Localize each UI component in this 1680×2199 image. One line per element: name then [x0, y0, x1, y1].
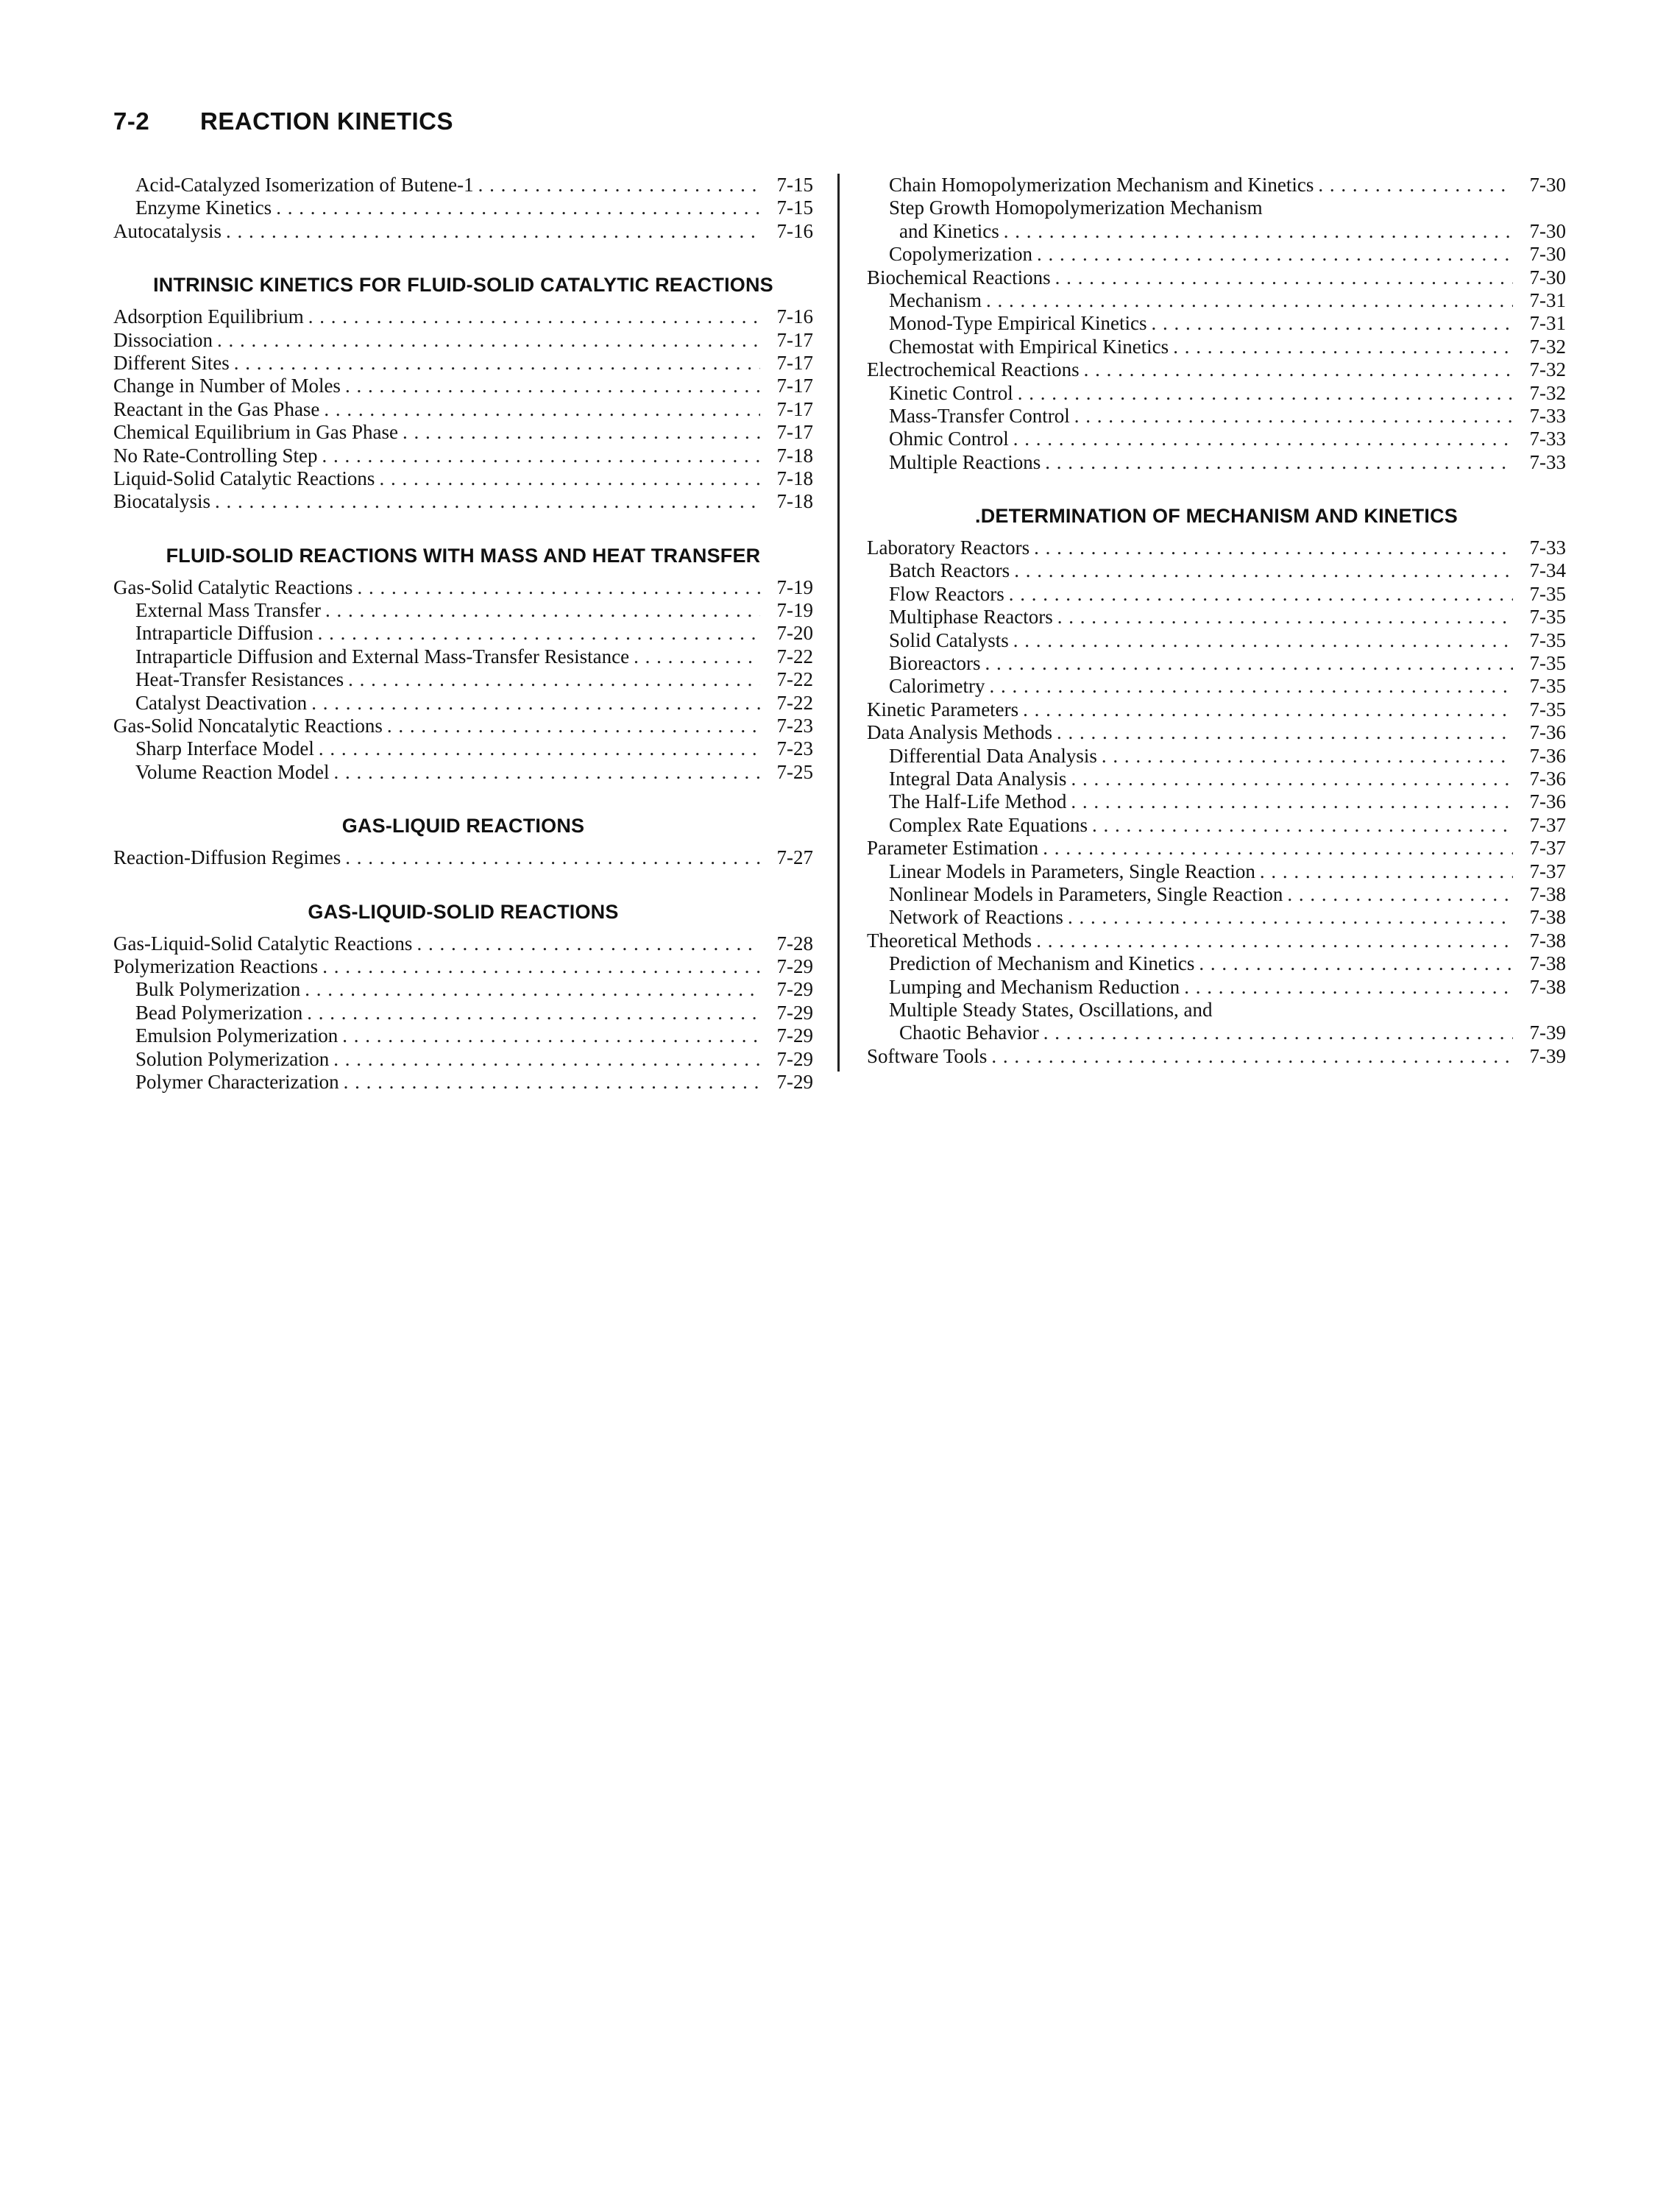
toc-entry-page: 7-36 — [1529, 767, 1566, 790]
leader-dots — [344, 1071, 760, 1094]
toc-entry-page: 7-34 — [1529, 559, 1566, 582]
toc-entry[interactable] — [867, 451, 1566, 474]
toc-entry[interactable] — [867, 929, 1566, 952]
toc-entry-page: 7-30 — [1529, 243, 1566, 266]
toc-entry[interactable] — [867, 745, 1566, 768]
leader-dots — [325, 599, 760, 622]
toc-entry-label: Dissociation — [113, 328, 213, 351]
toc-entry-label: Monod-Type Empirical Kinetics — [889, 312, 1147, 335]
toc-entry-label: Multiple Reactions — [889, 450, 1041, 473]
leader-dots — [1071, 790, 1513, 813]
toc-entry-page: 7-36 — [1529, 744, 1566, 767]
toc-entry-page: 7-38 — [1529, 929, 1566, 952]
toc-entry[interactable] — [867, 266, 1566, 289]
toc-entry-page: 7-32 — [1529, 358, 1566, 381]
toc-entry[interactable] — [867, 976, 1566, 999]
toc-entry[interactable] — [867, 906, 1566, 929]
toc-entry[interactable] — [113, 715, 813, 737]
leader-dots — [311, 692, 760, 715]
toc-entry-label: Adsorption Equilibrium — [113, 305, 304, 328]
toc-entry-label: Linear Models in Parameters, Single Reaction — [889, 860, 1255, 882]
toc-entry[interactable] — [867, 243, 1566, 266]
leader-dots — [1055, 266, 1513, 289]
toc-entry-label: Integral Data Analysis — [889, 767, 1067, 790]
toc-entry-label: Complex Rate Equations — [889, 813, 1088, 836]
toc-entry-page: 7-22 — [776, 668, 813, 691]
toc-entry[interactable] — [867, 721, 1566, 744]
toc-entry-page: 7-19 — [776, 599, 813, 622]
toc-entry-page: 7-29 — [776, 1024, 813, 1047]
leader-dots — [1043, 1021, 1513, 1044]
toc-entry-page: 7-37 — [1529, 813, 1566, 836]
leader-dots — [1092, 814, 1513, 837]
toc-entry-label: Polymer Characterization — [135, 1070, 339, 1093]
toc-entry-label: Differential Data Analysis — [889, 744, 1097, 767]
page-number: 7-2 — [113, 107, 150, 135]
toc-entry[interactable] — [867, 428, 1566, 450]
toc-entry[interactable] — [867, 220, 1566, 243]
leader-dots — [991, 1045, 1513, 1068]
toc-entry-label: Volume Reaction Model — [135, 760, 330, 783]
toc-entry-page: 7-32 — [1529, 381, 1566, 404]
leader-dots — [1045, 451, 1513, 474]
toc-entry[interactable] — [113, 645, 813, 668]
toc-entry[interactable] — [113, 1024, 813, 1047]
section-heading: GAS-LIQUID REACTIONS — [341, 815, 585, 838]
toc-entry[interactable] — [113, 329, 813, 352]
toc-entry-page: 7-38 — [1529, 906, 1566, 929]
leader-dots — [1152, 312, 1513, 335]
toc-entry-label: No Rate-Controlling Step — [113, 444, 318, 467]
toc-entry[interactable] — [867, 768, 1566, 790]
toc-entry-page: 7-33 — [1529, 428, 1566, 450]
toc-entry-label: Kinetic Control — [889, 381, 1013, 404]
leader-dots — [1009, 583, 1513, 606]
toc-entry[interactable] — [867, 790, 1566, 813]
toc-entry-label: Data Analysis Methods — [867, 721, 1052, 744]
toc-entry-label: Multiple Steady States, Oscillations, and — [889, 998, 1213, 1021]
leader-dots — [1043, 837, 1513, 860]
toc-entry-page: 7-29 — [776, 1070, 813, 1093]
leader-dots — [1287, 883, 1513, 906]
toc-entry[interactable] — [867, 382, 1566, 405]
leader-dots — [1184, 976, 1513, 999]
toc-entry[interactable] — [867, 999, 1566, 1021]
toc-entry-page: 7-22 — [776, 645, 813, 668]
leader-dots — [1199, 952, 1513, 975]
toc-entry-label: Chemostat with Empirical Kinetics — [889, 335, 1169, 358]
toc-entry-page: 7-30 — [1529, 266, 1566, 288]
toc-entry[interactable] — [113, 932, 813, 955]
toc-entry[interactable] — [113, 599, 813, 622]
toc-entry-label: Chaotic Behavior — [899, 1021, 1039, 1044]
toc-entry-label: Bulk Polymerization — [135, 978, 301, 1001]
toc-right-column — [867, 174, 1566, 1068]
toc-entry-label: Flow Reactors — [889, 582, 1004, 605]
toc-entry-page: 7-33 — [1529, 450, 1566, 473]
toc-entry[interactable] — [867, 606, 1566, 628]
toc-entry-label: Liquid-Solid Catalytic Reactions — [113, 467, 375, 489]
leader-dots — [1084, 358, 1513, 381]
leader-dots — [322, 445, 760, 467]
leader-dots — [986, 289, 1513, 312]
toc-entry-page: 7-29 — [776, 1047, 813, 1070]
toc-entry[interactable] — [867, 312, 1566, 335]
toc-entry[interactable] — [113, 421, 813, 444]
leader-dots — [1037, 243, 1513, 266]
toc-entry[interactable] — [113, 352, 813, 375]
toc-entry[interactable] — [113, 445, 813, 467]
toc-entry-label: Bead Polymerization — [135, 1001, 303, 1024]
toc-entry[interactable] — [867, 837, 1566, 860]
toc-entry[interactable] — [113, 761, 813, 784]
leader-dots — [1260, 860, 1513, 883]
toc-entry-page: 7-16 — [776, 305, 813, 328]
toc-entry-page: 7-17 — [776, 328, 813, 351]
toc-entry-page: 7-38 — [1529, 952, 1566, 975]
toc-entry-label: Multiphase Reactors — [889, 606, 1053, 628]
toc-entry-label: Prediction of Mechanism and Kinetics — [889, 952, 1195, 975]
leader-dots — [1057, 606, 1513, 628]
toc-entry-page: 7-18 — [776, 467, 813, 489]
leader-dots — [1071, 768, 1513, 790]
toc-entry-page: 7-35 — [1529, 698, 1566, 720]
leader-dots — [319, 737, 760, 760]
toc-entry[interactable] — [867, 405, 1566, 428]
toc-entry[interactable] — [867, 537, 1566, 559]
toc-entry-label: Intraparticle Diffusion and External Mass-Transfer Resistance — [135, 645, 630, 668]
toc-entry-page: 7-27 — [776, 846, 813, 869]
toc-entry-page: 7-19 — [776, 576, 813, 598]
toc-entry-label: Lumping and Mechanism Reduction — [889, 975, 1180, 998]
toc-entry-label: Different Sites — [113, 351, 230, 374]
leader-dots — [318, 622, 760, 645]
toc-entry-label: The Half-Life Method — [889, 790, 1067, 813]
toc-entry-label: Catalyst Deactivation — [135, 691, 308, 714]
toc-entry-page: 7-35 — [1529, 606, 1566, 628]
leader-dots — [305, 978, 760, 1001]
toc-entry-page: 7-33 — [1529, 537, 1566, 559]
toc-entry-label: Ohmic Control — [889, 428, 1009, 450]
leader-dots — [985, 652, 1513, 675]
toc-entry-label: Laboratory Reactors — [867, 537, 1030, 559]
toc-entry[interactable] — [113, 1071, 813, 1094]
leader-dots — [478, 174, 760, 196]
leader-dots — [333, 761, 760, 784]
toc-entry-page: 7-38 — [1529, 975, 1566, 998]
toc-entry-label: Network of Reactions — [889, 906, 1063, 929]
leader-dots — [1102, 745, 1513, 768]
leader-dots — [1074, 405, 1513, 428]
toc-entry[interactable] — [113, 375, 813, 397]
toc-entry[interactable] — [867, 174, 1566, 196]
toc-entry-label: Gas-Solid Noncatalytic Reactions — [113, 715, 383, 737]
toc-entry-page: 7-23 — [776, 715, 813, 737]
toc-entry[interactable] — [113, 622, 813, 645]
leader-dots — [215, 490, 760, 513]
toc-entry-label: Bioreactors — [889, 652, 981, 675]
toc-entry-page: 7-35 — [1529, 675, 1566, 698]
toc-entry[interactable] — [113, 846, 813, 869]
leader-dots — [387, 715, 760, 737]
toc-entry-label: Mass-Transfer Control — [889, 404, 1070, 427]
toc-entry-page: 7-16 — [776, 219, 813, 242]
toc-entry-label: Biochemical Reactions — [867, 266, 1051, 288]
toc-entry-page: 7-18 — [776, 444, 813, 467]
leader-dots — [322, 955, 760, 978]
toc-entry-label: Chain Homopolymerization Mechanism and Kinetics — [889, 174, 1314, 196]
toc-entry[interactable] — [867, 583, 1566, 606]
leader-dots — [342, 1024, 760, 1047]
toc-entry-page: 7-25 — [776, 760, 813, 783]
toc-entry[interactable] — [867, 629, 1566, 652]
toc-left-column — [113, 174, 813, 1094]
toc-entry[interactable] — [867, 336, 1566, 358]
toc-entry-label: Parameter Estimation — [867, 837, 1039, 860]
toc-entry-label: Theoretical Methods — [867, 929, 1032, 952]
toc-entry[interactable] — [113, 305, 813, 328]
toc-entry-label: Mechanism — [889, 288, 982, 311]
toc-entry-page: 7-32 — [1529, 335, 1566, 358]
toc-entry-label: Batch Reactors — [889, 559, 1010, 582]
column-divider — [837, 174, 840, 1072]
leader-dots — [1013, 629, 1513, 652]
toc-entry-label: Intraparticle Diffusion — [135, 622, 313, 645]
toc-entry[interactable] — [113, 490, 813, 513]
leader-dots — [1004, 220, 1513, 243]
leader-dots — [276, 196, 760, 219]
leader-dots — [1023, 698, 1513, 721]
toc-entry[interactable] — [867, 652, 1566, 675]
toc-entry-page: 7-23 — [776, 737, 813, 760]
toc-entry-page: 7-38 — [1529, 882, 1566, 905]
section-heading: FLUID-SOLID REACTIONS WITH MASS AND HEAT TRANSFER — [166, 544, 761, 567]
leader-dots — [1014, 559, 1513, 582]
toc-entry-label: Emulsion Polymerization — [135, 1024, 339, 1047]
toc-entry-page: 7-33 — [1529, 404, 1566, 427]
running-header — [113, 107, 453, 135]
toc-entry[interactable] — [867, 883, 1566, 906]
chapter-title: REACTION KINETICS — [200, 107, 454, 135]
toc-entry[interactable] — [113, 668, 813, 691]
toc-entry-page: 7-18 — [776, 490, 813, 513]
toc-entry-page: 7-28 — [776, 932, 813, 955]
leader-dots — [345, 846, 760, 869]
toc-entry[interactable] — [113, 196, 813, 219]
section-heading: .DETERMINATION OF MECHANISM AND KINETICS — [975, 505, 1458, 528]
toc-entry-label: External Mass Transfer — [135, 599, 321, 622]
toc-entry-page: 7-37 — [1529, 837, 1566, 860]
toc-entry-page: 7-37 — [1529, 860, 1566, 882]
toc-entry-page: 7-39 — [1529, 1021, 1566, 1044]
toc-entry-page: 7-29 — [776, 955, 813, 977]
toc-entry[interactable] — [867, 675, 1566, 698]
toc-entry-label: Copolymerization — [889, 243, 1032, 266]
leader-dots — [634, 645, 760, 668]
toc-entry-page: 7-15 — [776, 196, 813, 219]
toc-entry-label: Gas-Solid Catalytic Reactions — [113, 576, 353, 598]
toc-entry-label: Solution Polymerization — [135, 1047, 330, 1070]
leader-dots — [348, 668, 760, 691]
leader-dots — [989, 675, 1513, 698]
toc-entry-page: 7-35 — [1529, 652, 1566, 675]
toc-entry[interactable] — [113, 737, 813, 760]
leader-dots — [333, 1048, 760, 1071]
toc-entry-label: Reactant in the Gas Phase — [113, 397, 320, 420]
toc-entry-label: Change in Number of Moles — [113, 375, 341, 397]
toc-entry-page: 7-30 — [1529, 219, 1566, 242]
leader-dots — [234, 352, 760, 375]
toc-entry-page: 7-17 — [776, 351, 813, 374]
toc-entry[interactable] — [113, 1048, 813, 1071]
toc-entry-label: Nonlinear Models in Parameters, Single Reaction — [889, 882, 1283, 905]
toc-entry-label: Calorimetry — [889, 675, 985, 698]
toc-entry-label: Gas-Liquid-Solid Catalytic Reactions — [113, 932, 413, 955]
toc-entry-page: 7-31 — [1529, 312, 1566, 335]
toc-entry[interactable] — [113, 978, 813, 1001]
toc-entry-page: 7-30 — [1529, 174, 1566, 196]
toc-entry[interactable] — [867, 358, 1566, 381]
toc-entry[interactable] — [113, 576, 813, 599]
leader-dots — [379, 467, 760, 490]
leader-dots — [1018, 382, 1513, 405]
toc-entry-page: 7-29 — [776, 978, 813, 1001]
leader-dots — [1068, 906, 1513, 929]
leader-dots — [1013, 428, 1513, 450]
toc-entry-label: Biocatalysis — [113, 490, 210, 513]
toc-entry[interactable] — [867, 1021, 1566, 1044]
leader-dots — [1173, 336, 1513, 358]
toc-entry-page: 7-36 — [1529, 721, 1566, 744]
leader-dots — [1318, 174, 1513, 196]
toc-entry-label: Electrochemical Reactions — [867, 358, 1080, 381]
toc-entry[interactable] — [113, 955, 813, 978]
toc-entry[interactable] — [867, 289, 1566, 312]
leader-dots — [324, 398, 760, 421]
leader-dots — [307, 1002, 760, 1024]
toc-entry-page: 7-22 — [776, 691, 813, 714]
section-heading: GAS-LIQUID-SOLID REACTIONS — [308, 900, 619, 923]
toc-entry[interactable] — [113, 398, 813, 421]
toc-entry-label: Chemical Equilibrium in Gas Phase — [113, 421, 398, 444]
toc-entry-page: 7-20 — [776, 622, 813, 645]
toc-entry-page: 7-15 — [776, 174, 813, 196]
toc-entry-page: 7-36 — [1529, 790, 1566, 813]
toc-entry[interactable] — [867, 860, 1566, 883]
toc-entry[interactable] — [867, 559, 1566, 582]
leader-dots — [1036, 929, 1513, 952]
toc-entry[interactable] — [867, 698, 1566, 721]
toc-entry[interactable] — [113, 467, 813, 490]
leader-dots — [417, 932, 760, 955]
toc-entry[interactable] — [867, 1045, 1566, 1068]
leader-dots — [345, 375, 760, 397]
toc-entry[interactable] — [113, 692, 813, 715]
toc-entry-label: Autocatalysis — [113, 219, 221, 242]
leader-dots — [357, 576, 760, 599]
leader-dots — [226, 220, 760, 243]
toc-entry-page: 7-17 — [776, 421, 813, 444]
toc-entry-page: 7-35 — [1529, 582, 1566, 605]
toc-entry-page: 7-31 — [1529, 288, 1566, 311]
toc-entry-label: and Kinetics — [899, 219, 999, 242]
section-heading: INTRINSIC KINETICS FOR FLUID-SOLID CATALYTIC REACTIONS — [153, 274, 773, 297]
toc-entry[interactable] — [113, 174, 813, 196]
toc-entry-label: Enzyme Kinetics — [135, 196, 272, 219]
toc-entry[interactable] — [113, 1002, 813, 1024]
leader-dots — [217, 329, 760, 352]
toc-entry-label: Polymerization Reactions — [113, 955, 319, 977]
toc-entry-page: 7-17 — [776, 397, 813, 420]
toc-entry[interactable] — [867, 952, 1566, 975]
toc-entry[interactable] — [867, 814, 1566, 837]
toc-entry-page: 7-35 — [1529, 628, 1566, 651]
toc-entry[interactable] — [113, 220, 813, 243]
leader-dots — [1034, 537, 1513, 559]
toc-entry-label: Kinetic Parameters — [867, 698, 1019, 720]
leader-dots — [1057, 721, 1513, 744]
toc-entry-label: Step Growth Homopolymerization Mechanism — [889, 196, 1263, 219]
toc-entry-page: 7-29 — [776, 1001, 813, 1024]
toc-entry-label: Reaction-Diffusion Regimes — [113, 846, 341, 869]
leader-dots — [308, 305, 760, 328]
leader-dots — [403, 421, 760, 444]
toc-entry-page: 7-39 — [1529, 1044, 1566, 1067]
toc-entry-label: Acid-Catalyzed Isomerization of Butene-1 — [135, 174, 474, 196]
toc-entry-page: 7-17 — [776, 375, 813, 397]
toc-entry-label: Heat-Transfer Resistances — [135, 668, 344, 691]
toc-entry[interactable] — [867, 196, 1566, 219]
toc-entry-label: Sharp Interface Model — [135, 737, 314, 760]
toc-entry-label: Software Tools — [867, 1044, 988, 1067]
toc-entry-label: Solid Catalysts — [889, 628, 1009, 651]
